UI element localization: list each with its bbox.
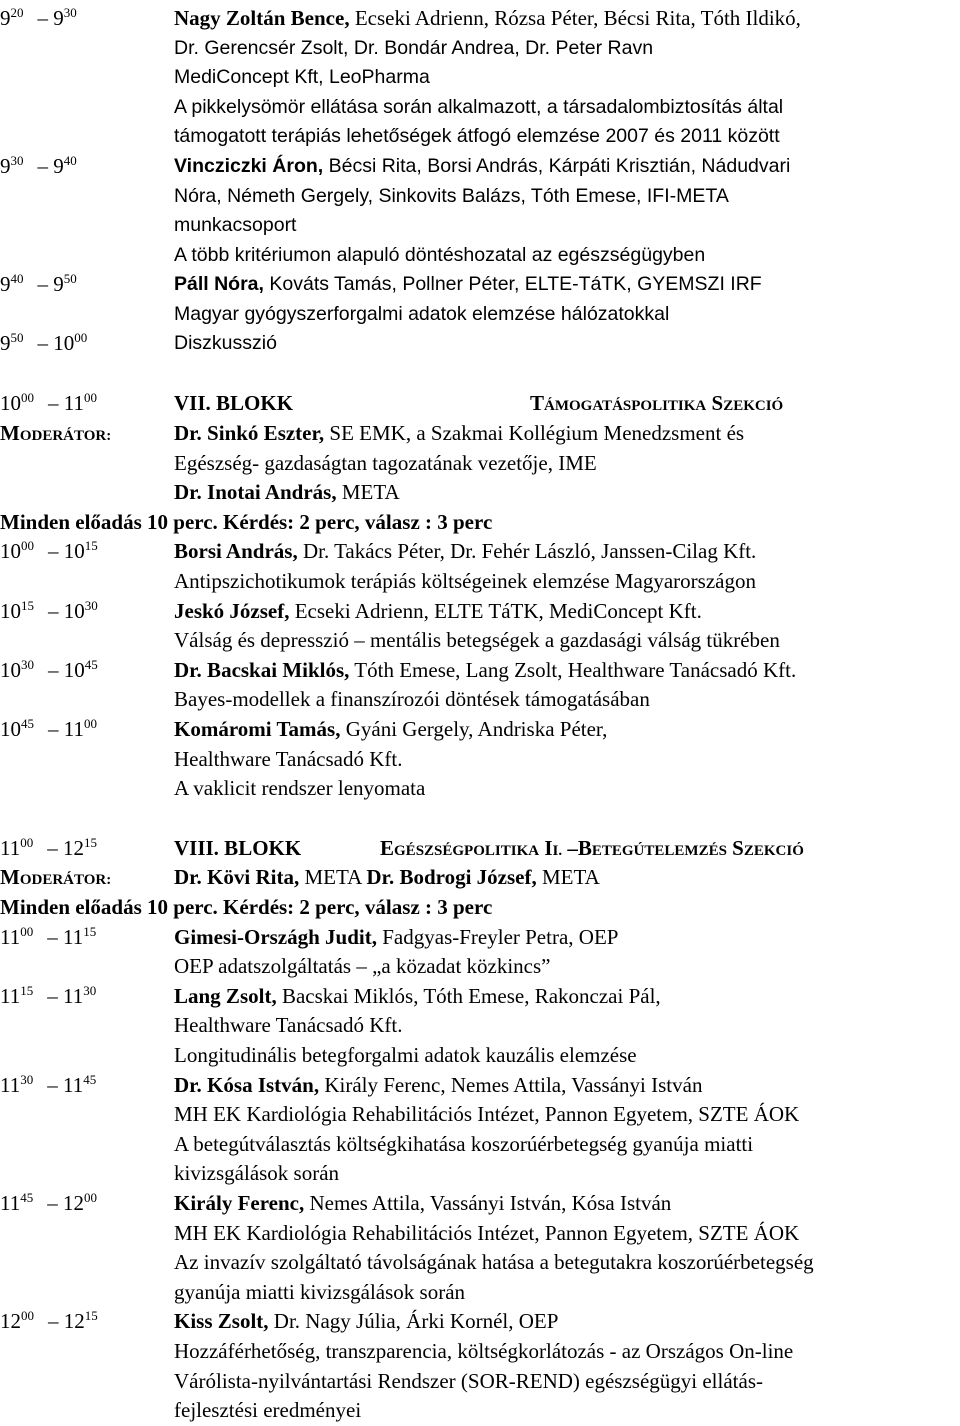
time-slot: $10^{15} - 10^{30}$ xyxy=(0,598,98,623)
presenter-name: Vincziczki Áron, xyxy=(174,155,324,177)
document-line xyxy=(0,537,960,566)
line-content: munkacsoport xyxy=(174,214,297,236)
presenter-name: Gimesi-Országh Judit, xyxy=(174,925,377,949)
document-line xyxy=(0,567,960,596)
line-content: Vincziczki Áron, Bécsi Rita, Borsi András, Kárpáti Krisztián, Nádudvari xyxy=(174,155,791,177)
presenter-name: Borsi András, xyxy=(174,539,298,563)
line-content: Páll Nóra, Kováts Tamás, Pollner Péter, ELTE-TáTK, GYEMSZI IRF xyxy=(174,273,762,295)
presenter-name: Lang Zsolt, xyxy=(174,984,277,1008)
document-line xyxy=(0,449,960,478)
line-content: Magyar gyógyszerforgalmi adatok elemzése hálózatokkal xyxy=(174,303,670,325)
document-line xyxy=(0,1367,960,1396)
line-content: Dr. Kövi Rita, META Dr. Bodrogi József, META xyxy=(174,865,600,889)
line-content: Nóra, Németh Gergely, Sinkovits Balázs, Tóth Emese, IFI-META xyxy=(174,185,729,207)
line-content: Hozzáférhetőség, transzparencia, költségkorlátozás - az Országos On-line xyxy=(174,1339,794,1363)
document-line xyxy=(0,182,960,211)
document-line xyxy=(0,1396,960,1425)
line-content: Dr. Kósa István, Király Ferenc, Nemes Attila, Vassányi István xyxy=(174,1073,703,1097)
document-line xyxy=(0,1307,960,1336)
time-slot: $11^{15} - 11^{30}$ xyxy=(0,983,97,1008)
line-content: Várólista-nyilvántartási Rendszer (SOR-REND) egészségügyi ellátás- xyxy=(174,1369,763,1393)
presenter-name: VII. BLOKK xyxy=(174,391,294,415)
presenter-name: Nagy Zoltán Bence, xyxy=(174,6,350,30)
moderator-label: MODERÁTOR: xyxy=(0,865,112,889)
line-content: Bayes-modellek a finanszírozói döntések támogatásában xyxy=(174,687,650,711)
time-slot: $9^{40} - 9^{50}$ xyxy=(0,271,77,296)
presenter-name: Dr. Bacskai Miklós, xyxy=(174,658,350,682)
time-slot: $11^{00} - 11^{15}$ xyxy=(0,924,97,949)
line-content xyxy=(174,834,301,863)
document-line xyxy=(0,715,960,744)
line-content: MH EK Kardiológia Rehabilitációs Intézet, Pannon Egyetem, SZTE ÁOK xyxy=(174,1221,800,1245)
presenter-name: Páll Nóra, xyxy=(174,273,264,295)
line-content: MH EK Kardiológia Rehabilitációs Intézet, Pannon Egyetem, SZTE ÁOK xyxy=(174,1102,800,1126)
time-slot: $10^{00} - 11^{00}$ xyxy=(0,390,97,415)
presenter-name: Dr. Inotai András, xyxy=(174,480,337,504)
line-content: Király Ferenc, Nemes Attila, Vassányi István, Kósa István xyxy=(174,1191,672,1215)
time-slot: $10^{30} - 10^{45}$ xyxy=(0,657,98,682)
document-line xyxy=(0,1100,960,1129)
line-content: A betegútválasztás költségkihatása koszorúérbetegség gyanúja miatti xyxy=(174,1132,754,1156)
document-line xyxy=(0,1189,960,1218)
time-slot: $11^{00} - 12^{15}$ xyxy=(0,835,97,860)
time-slot: $9^{20} - 9^{30}$ xyxy=(0,5,77,30)
presenter-name: Dr. Kósa István, xyxy=(174,1073,320,1097)
document-line xyxy=(0,4,960,33)
line-content: Válság és depresszió – mentális betegségek a gazdasági válság tükrében xyxy=(174,628,780,652)
document-line xyxy=(0,63,960,92)
time-slot: $10^{00} - 10^{15}$ xyxy=(0,538,98,563)
line-content: Egészség- gazdaságtan tagozatának vezetője, IME xyxy=(174,451,597,475)
document-line xyxy=(0,774,960,803)
document-line xyxy=(0,982,960,1011)
document-line xyxy=(0,270,960,299)
document-line xyxy=(0,893,960,922)
line-content: Lang Zsolt, Bacskai Miklós, Tóth Emese, Rakonczai Pál, xyxy=(174,984,661,1008)
presenter-name: Dr. Sinkó Eszter, xyxy=(174,421,325,445)
presenter-name: Jeskó József, xyxy=(174,599,290,623)
document-line xyxy=(0,152,960,181)
presenter-name: Kiss Zsolt, xyxy=(174,1309,269,1333)
line-content: A vaklicit rendszer lenyomata xyxy=(174,776,426,800)
time-slot: $9^{30} - 9^{40}$ xyxy=(0,153,77,178)
document-line xyxy=(0,1130,960,1159)
document-line xyxy=(0,1159,960,1188)
line-content: Healthware Tanácsadó Kft. xyxy=(174,1013,403,1037)
section-title: TÁMOGATÁSPOLITIKA SZEKCIÓ xyxy=(530,391,784,415)
line-content: Antipszichotikumok terápiás költségeinek elemzése Magyarországon xyxy=(174,569,756,593)
line-content: támogatott terápiás lehetőségek átfogó elemzése 2007 és 2011 között xyxy=(174,125,780,147)
document-line xyxy=(0,1071,960,1100)
presenter-name: Dr. Kövi Rita, xyxy=(174,865,300,889)
line-content: Diszkusszió xyxy=(174,332,277,354)
document-line xyxy=(0,597,960,626)
line-content: Komáromi Tamás, Gyáni Gergely, Andriska Péter, xyxy=(174,717,608,741)
line-content: OEP adatszolgáltatás – „a közadat közkincs” xyxy=(174,954,551,978)
line-content: Jeskó József, Ecseki Adrienn, ELTE TáTK, MediConcept Kft. xyxy=(174,599,702,623)
time-slot: $11^{45} - 12^{00}$ xyxy=(0,1190,97,1215)
document-line xyxy=(0,389,960,418)
document-line xyxy=(0,478,960,507)
document-line xyxy=(0,923,960,952)
document-line xyxy=(0,863,960,892)
timing-rule: Minden előadás 10 perc. Kérdés: 2 perc, válasz : 3 perc xyxy=(0,510,493,534)
presenter-name: Komáromi Tamás, xyxy=(174,717,341,741)
document-line xyxy=(0,745,960,774)
time-slot: $10^{45} - 11^{00}$ xyxy=(0,716,97,741)
moderator-label: MODERÁTOR: xyxy=(0,421,112,445)
timing-rule: Minden előadás 10 perc. Kérdés: 2 perc, válasz : 3 perc xyxy=(0,895,493,919)
line-content: A pikkelysömör ellátása során alkalmazott, a társadalombiztosítás által xyxy=(174,96,784,118)
line-content: Longitudinális betegforgalmi adatok kauzális elemzése xyxy=(174,1043,637,1067)
line-content: kivizsgálások során xyxy=(174,1161,340,1185)
document-line xyxy=(0,626,960,655)
time-slot: $11^{30} - 11^{45}$ xyxy=(0,1072,97,1097)
line-content: Az invazív szolgáltató távolságának hatása a betegutakra koszorúérbetegség xyxy=(174,1250,814,1274)
line-content: Dr. Sinkó Eszter, SE EMK, a Szakmai Kollégium Menedzsment és xyxy=(174,421,745,445)
document-line xyxy=(0,656,960,685)
line-content: fejlesztési eredményei xyxy=(174,1398,362,1422)
document-line xyxy=(0,122,960,151)
document-line xyxy=(0,1041,960,1070)
line-content: Dr. Bacskai Miklós, Tóth Emese, Lang Zsolt, Healthware Tanácsadó Kft. xyxy=(174,658,797,682)
line-content: Gimesi-Országh Judit, Fadgyas-Freyler Petra, OEP xyxy=(174,925,619,949)
line-content xyxy=(174,389,293,418)
document-line xyxy=(0,329,960,358)
line-content: Kiss Zsolt, Dr. Nagy Júlia, Árki Kornél, OEP xyxy=(174,1309,559,1333)
document-line xyxy=(0,34,960,63)
document-line xyxy=(0,300,960,329)
document-line xyxy=(0,1219,960,1248)
document-line xyxy=(0,685,960,714)
line-content: Nagy Zoltán Bence, Ecseki Adrienn, Rózsa Péter, Bécsi Rita, Tóth Ildikó, xyxy=(174,6,801,30)
presenter-name: VIII. BLOKK xyxy=(174,836,302,860)
time-slot: $12^{00} - 12^{15}$ xyxy=(0,1308,98,1333)
presenter-name: Király Ferenc, xyxy=(174,1191,305,1215)
line-content: Borsi András, Dr. Takács Péter, Dr. Fehér László, Janssen-Cilag Kft. xyxy=(174,539,757,563)
document-line xyxy=(0,952,960,981)
document-line xyxy=(0,508,960,537)
line-content: gyanúja miatti kivizsgálások során xyxy=(174,1280,466,1304)
time-slot: $9^{50} - 10^{00}$ xyxy=(0,330,88,355)
line-content: Dr. Inotai András, META xyxy=(174,480,400,504)
document-line xyxy=(0,834,960,863)
line-content: Dr. Gerencsér Zsolt, Dr. Bondár Andrea, Dr. Peter Ravn xyxy=(174,37,654,59)
line-content: MediConcept Kft, LeoPharma xyxy=(174,66,430,88)
line-content: A több kritériumon alapuló döntéshozatal az egészségügyben xyxy=(174,244,706,266)
line-content: Healthware Tanácsadó Kft. xyxy=(174,747,403,771)
document-line xyxy=(0,93,960,122)
document-line xyxy=(0,241,960,270)
document-line xyxy=(0,1278,960,1307)
document-line xyxy=(0,1011,960,1040)
moderator-name: Dr. Bodrogi József, xyxy=(366,865,537,889)
document-line xyxy=(0,419,960,448)
document-line xyxy=(0,211,960,240)
document-line xyxy=(0,1248,960,1277)
document-line xyxy=(0,1337,960,1366)
section-title: EGÉSZSÉGPOLITIKA II. –BETEGÚTELEMZÉS SZEKCIÓ xyxy=(380,836,804,860)
